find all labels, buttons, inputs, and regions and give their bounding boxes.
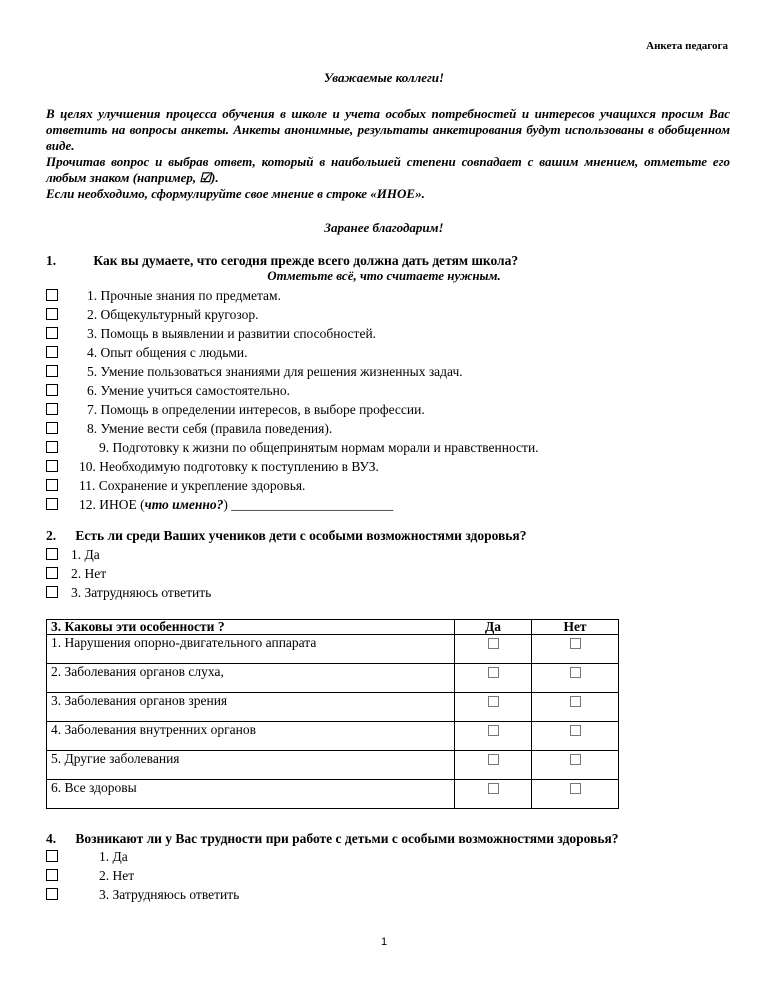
question-4-number: 4.: [46, 831, 57, 846]
checkbox-no[interactable]: [570, 783, 581, 794]
option-label: 6. Умение учиться самостоятельно.: [87, 383, 290, 398]
checkbox-q1-opt8[interactable]: [46, 422, 58, 434]
question-4-text: Возникают ли у Вас трудности при работе с детьми с особыми возможностями здоровья?: [75, 831, 619, 846]
cell-yes: [455, 722, 532, 751]
checkbox-q2-opt2[interactable]: [46, 567, 58, 579]
checkbox-no[interactable]: [570, 638, 581, 649]
other-blank-line: ) ________________________: [223, 497, 394, 512]
option-other-line[interactable]: [79, 497, 393, 513]
option-label: 5. Умение пользоваться знаниями для решения жизненных задач.: [87, 364, 463, 379]
cell-no: [532, 635, 619, 664]
checkbox-q1-opt10[interactable]: [46, 460, 58, 472]
question-4: [46, 831, 619, 847]
intro-text: [46, 106, 730, 202]
checkbox-q1-opt6[interactable]: [46, 384, 58, 396]
checkbox-no[interactable]: [570, 754, 581, 765]
checkbox-q1-opt9[interactable]: [46, 441, 58, 453]
table-header-row: [47, 620, 619, 635]
checkbox-q4-opt2[interactable]: [46, 869, 58, 881]
question-2: [46, 528, 527, 544]
option-label: 2. Нет: [99, 868, 135, 883]
question-3-table: [46, 619, 619, 809]
page-number: 1: [380, 936, 388, 948]
checkbox-yes[interactable]: [488, 783, 499, 794]
option-label: 4. Опыт общения с людьми.: [87, 345, 248, 360]
doc-header-title: Анкета педагога: [646, 40, 728, 52]
table-row: [47, 635, 619, 664]
table-row: [47, 780, 619, 809]
option-label: 3. Помощь в выявлении и развитии способностей.: [87, 326, 377, 341]
option-label: 9. Подготовку к жизни по общепринятым нормам морали и нравственности.: [99, 440, 539, 455]
cell-no: [532, 780, 619, 809]
checkbox-q4-opt1[interactable]: [46, 850, 58, 862]
cell-yes: [455, 780, 532, 809]
checkbox-q1-opt5[interactable]: [46, 365, 58, 377]
option-label: 1. Да: [71, 547, 100, 562]
question-1-text: Как вы думаете, что сегодня прежде всего должна дать детям школа?: [93, 253, 519, 268]
option-label: 10. Необходимую подготовку к поступлению в ВУЗ.: [79, 459, 379, 474]
option-label: 3. Затрудняюсь ответить: [71, 585, 212, 600]
checkbox-no[interactable]: [570, 725, 581, 736]
question-3-header: 3. Каковы эти особенности ?: [47, 620, 455, 635]
row-label: 5. Другие заболевания: [47, 751, 455, 780]
row-label: 1. Нарушения опорно-двигательного аппарата: [47, 635, 455, 664]
checkbox-yes[interactable]: [488, 754, 499, 765]
table-row: [47, 693, 619, 722]
checkbox-q1-opt2[interactable]: [46, 308, 58, 320]
checkbox-q4-opt3[interactable]: [46, 888, 58, 900]
checkbox-q1-opt1[interactable]: [46, 289, 58, 301]
row-label: 2. Заболевания органов слуха,: [47, 664, 455, 693]
row-label: 4. Заболевания внутренних органов: [47, 722, 455, 751]
checkbox-yes[interactable]: [488, 667, 499, 678]
option-label: 3. Затрудняюсь ответить: [99, 887, 240, 902]
row-label: 3. Заболевания органов зрения: [47, 693, 455, 722]
checkbox-yes[interactable]: [488, 725, 499, 736]
option-label: 8. Умение вести себя (правила поведения).: [87, 421, 333, 436]
table-row: [47, 751, 619, 780]
checkbox-q1-opt3[interactable]: [46, 327, 58, 339]
column-yes-header: Да: [455, 620, 532, 635]
checkbox-q2-opt1[interactable]: [46, 548, 58, 560]
checkbox-yes[interactable]: [488, 638, 499, 649]
question-2-number: 2.: [46, 528, 57, 543]
checkbox-q1-opt4[interactable]: [46, 346, 58, 358]
cell-no: [532, 693, 619, 722]
checkbox-q2-opt3[interactable]: [46, 586, 58, 598]
intro-paragraph-3: Если необходимо, сформулируйте свое мнение в строке «ИНОЕ».: [46, 186, 425, 201]
cell-yes: [455, 693, 532, 722]
checkbox-q1-opt11[interactable]: [46, 479, 58, 491]
question-1-number: 1.: [46, 253, 57, 268]
cell-no: [532, 722, 619, 751]
cell-no: [532, 751, 619, 780]
option-label: 2. Нет: [71, 566, 107, 581]
option-label: 7. Помощь в определении интересов, в выборе профессии.: [87, 402, 425, 417]
cell-no: [532, 664, 619, 693]
table-row: [47, 722, 619, 751]
question-1-note: Отметьте всё, что считаете нужным.: [267, 268, 501, 283]
option-label: 2. Общекультурный кругозор.: [87, 307, 259, 322]
option-label: 1. Прочные знания по предметам.: [87, 288, 281, 303]
option-label: 11. Сохранение и укрепление здоровья.: [79, 478, 306, 493]
thanks-line: Заранее благодарим!: [324, 220, 444, 235]
cell-yes: [455, 751, 532, 780]
option-label: 1. Да: [99, 849, 128, 864]
cell-yes: [455, 635, 532, 664]
table-row: [47, 664, 619, 693]
intro-paragraph-2: Прочитав вопрос и выбрав ответ, который в наибольшей степени совпадает с вашим мнением, отметьте его любым знаком (например, ☑).: [46, 154, 730, 185]
checkbox-q1-opt12[interactable]: [46, 498, 58, 510]
salutation: Уважаемые коллеги!: [323, 70, 445, 85]
checkbox-no[interactable]: [570, 696, 581, 707]
checkbox-no[interactable]: [570, 667, 581, 678]
checkbox-q1-opt7[interactable]: [46, 403, 58, 415]
cell-yes: [455, 664, 532, 693]
question-2-text: Есть ли среди Ваших учеников дети с особыми возможностями здоровья?: [75, 528, 527, 543]
row-label: 6. Все здоровы: [47, 780, 455, 809]
other-prompt: что именно?: [144, 497, 224, 512]
option-label: 12. ИНОЕ (: [79, 497, 145, 512]
checkbox-yes[interactable]: [488, 696, 499, 707]
intro-paragraph-1: В целях улучшения процесса обучения в школе и учета особых потребностей и интересов учащихся просим Вас ответить на вопросы анкеты. Анкеты анонимные, результаты анкетирования будут использованы в обобщенном виде.: [46, 106, 730, 153]
column-no-header: Нет: [532, 620, 619, 635]
question-1: [46, 253, 518, 269]
